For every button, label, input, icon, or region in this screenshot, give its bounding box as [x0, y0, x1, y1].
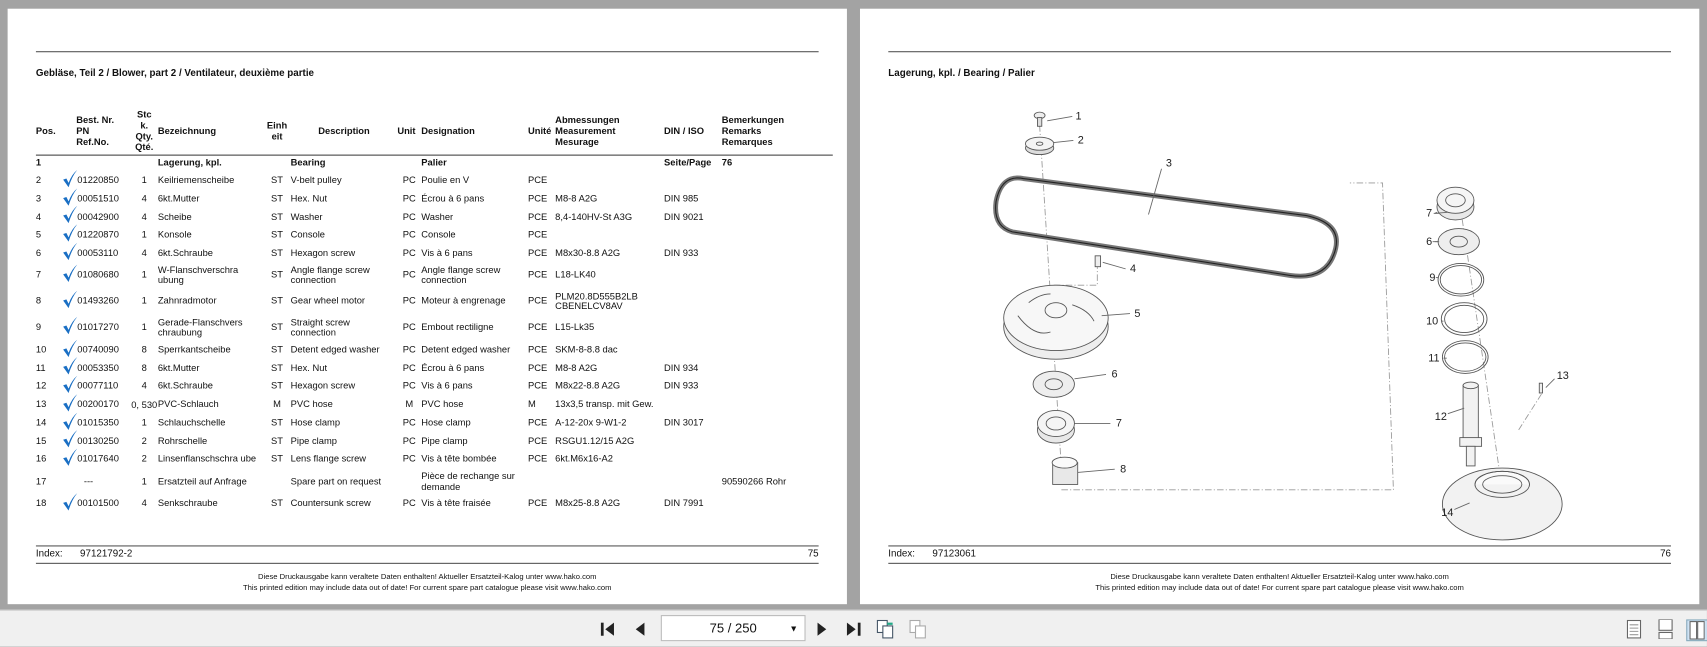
- cell-qty: 8: [141, 343, 147, 355]
- cell-measure: L18-LK40: [555, 269, 596, 281]
- cell-remarks: 90590266 Rohr: [721, 475, 787, 487]
- cell-pn: 01017270: [62, 321, 131, 334]
- bearing-part-7: [1037, 410, 1074, 443]
- index-line: Index: 97121792-2 75: [35, 547, 819, 559]
- table-row: [36, 432, 833, 450]
- cell-designation: Moteur à engrenage: [421, 295, 506, 307]
- bushing-part-8: [1052, 457, 1078, 484]
- left-page: [8, 9, 847, 604]
- cell-pn: ---: [83, 475, 94, 487]
- table-row: [36, 359, 833, 377]
- cell-din: DIN 3017: [664, 416, 704, 428]
- table-row: [36, 469, 833, 495]
- header-unite: Unité: [527, 125, 552, 137]
- pin-part-4: [1095, 256, 1100, 267]
- checkmark-icon: [62, 431, 77, 448]
- vbelt-part-3: [996, 178, 1337, 276]
- next-page-button[interactable]: [812, 619, 832, 639]
- header-pn: Best. Nr. PN Ref.No.: [76, 114, 115, 147]
- page-title: Lagerung, kpl. / Bearing / Palier: [888, 67, 1035, 79]
- cell-unite: PCE: [527, 228, 548, 240]
- cell-din: DIN 933: [664, 247, 699, 259]
- cell-einh: ST: [271, 435, 284, 446]
- cell-din: DIN 9021: [664, 210, 704, 222]
- cell-pos: 18: [35, 497, 47, 509]
- cell-unit: PC: [402, 192, 416, 204]
- cell-qty: 0, 530: [131, 399, 158, 411]
- cell-designation: Hose clamp: [421, 416, 471, 428]
- cell-qty: 2: [141, 435, 147, 446]
- checkmark-icon: [62, 394, 77, 411]
- callout-label: 3: [1165, 157, 1172, 170]
- cell-bez: Linsenflanschschra ube: [157, 453, 257, 465]
- cell-pn: 00101500: [62, 498, 131, 511]
- next-view-button[interactable]: [909, 619, 929, 639]
- checkmark-icon: [62, 243, 77, 260]
- cell-unit: PC: [402, 380, 416, 392]
- callout-label: 8: [1120, 463, 1127, 476]
- cell-pos: 8: [35, 295, 42, 307]
- checkmark-icon: [62, 376, 77, 393]
- cell-designation: Console: [421, 228, 456, 240]
- cell-pos: 14: [35, 416, 47, 428]
- cell-pn: 00077110: [62, 380, 131, 393]
- cell-unit: PC: [402, 295, 416, 307]
- last-page-icon: [845, 621, 862, 638]
- callout-label: 4: [1129, 263, 1137, 276]
- callout-label: 6: [1111, 368, 1118, 381]
- cell-din: Seite/Page: [664, 157, 712, 169]
- cell-measure: PLM20.8D555B2LB CBENELCV8AV: [555, 290, 638, 312]
- cell-unite: PCE: [527, 192, 548, 204]
- table-header: [36, 109, 833, 156]
- cell-designation: Pièce de rechange sur demande: [421, 470, 515, 492]
- cell-pn: 00053350: [62, 362, 131, 375]
- cell-measure: 13x3,5 transp. mit Gew.: [555, 398, 654, 410]
- cell-unite: PCE: [527, 453, 548, 465]
- viewer-toolbar: [0, 610, 1707, 647]
- page-number-field[interactable]: 75 / 250 ▼: [661, 615, 806, 641]
- table-row: [36, 156, 833, 172]
- next-view-icon: [909, 619, 929, 639]
- cell-bez: W-Flanschverschra ubung: [157, 264, 239, 286]
- cell-qty: 1: [141, 295, 147, 307]
- next-page-icon: [813, 621, 830, 638]
- ring-part-9: [1438, 263, 1484, 296]
- cell-desc: Lens flange screw: [290, 453, 367, 465]
- checkmark-icon: [62, 170, 77, 187]
- cell-unit: PC: [402, 228, 416, 240]
- cell-unite: PCE: [527, 210, 548, 222]
- cell-desc: Countersunk screw: [290, 497, 371, 509]
- cell-qty: 4: [141, 210, 147, 222]
- first-page-button[interactable]: [599, 619, 619, 639]
- cell-measure: 6kt.M6x16-A2: [555, 453, 613, 465]
- cell-unit: PC: [402, 362, 416, 373]
- cell-bez: Scheibe: [157, 210, 192, 222]
- circlip-part-11: [1442, 341, 1488, 374]
- cell-designation: Palier: [421, 157, 447, 169]
- cell-pn: 00053110: [62, 247, 131, 260]
- table-row: [36, 244, 833, 262]
- cell-einh: ST: [271, 295, 284, 307]
- cell-qty: 4: [141, 380, 147, 392]
- cell-bez: 6kt.Schraube: [157, 247, 213, 259]
- cell-remarks: 76: [721, 157, 733, 169]
- cell-unit: M: [405, 398, 414, 410]
- cell-pos: 11: [35, 362, 46, 373]
- cell-desc: Hex. Nut: [290, 192, 328, 204]
- header-din: DIN / ISO: [664, 125, 705, 137]
- table-row: [36, 226, 833, 244]
- callout-label: 12: [1434, 411, 1447, 424]
- cell-pos: 10: [35, 343, 47, 355]
- cell-desc: Console: [290, 228, 325, 240]
- callout-label: 11: [1428, 352, 1440, 365]
- header-description: Description: [318, 125, 370, 137]
- cell-einh: ST: [271, 416, 284, 428]
- cell-pos: 6: [35, 247, 42, 259]
- cell-einh: ST: [271, 362, 284, 373]
- cell-qty: 1: [141, 174, 147, 186]
- header-remarks: Bemerkungen Remarks Remarques: [721, 114, 785, 147]
- cell-einh: ST: [271, 210, 284, 222]
- checkmark-icon: [62, 357, 77, 374]
- shaft-part-12: [1460, 382, 1482, 466]
- cell-measure: SKM-8-8.8 dac: [555, 343, 618, 355]
- checkmark-icon: [62, 493, 77, 510]
- cell-pn: 00130250: [62, 435, 131, 448]
- cell-einh: ST: [271, 269, 284, 281]
- cell-pn: 01017640: [62, 453, 131, 466]
- cell-unit: PC: [402, 343, 416, 355]
- cell-unite: PCE: [527, 247, 548, 259]
- cell-designation: Vis à 6 pans: [421, 247, 473, 259]
- cell-unit: PC: [402, 321, 416, 333]
- cell-qty: 1: [141, 416, 147, 428]
- cell-designation: Detent edged washer: [421, 343, 511, 355]
- single-page-view-button[interactable]: [1624, 619, 1644, 639]
- cell-designation: Écrou à 6 pans: [421, 192, 485, 204]
- cell-bez: Konsole: [157, 228, 192, 240]
- cell-unite: PCE: [527, 295, 548, 307]
- cell-desc: Hose clamp: [290, 416, 341, 428]
- cell-pn: 00042900: [62, 210, 131, 223]
- cell-qty: 1: [141, 228, 147, 240]
- cell-pos: 9: [35, 321, 42, 333]
- cell-unit: PC: [402, 210, 416, 222]
- cell-unite: PCE: [527, 174, 548, 186]
- table-row: [36, 208, 833, 226]
- cell-desc: Straight screw connection: [290, 316, 350, 338]
- cell-unit: PC: [402, 416, 416, 428]
- callout-label: 1: [1075, 110, 1082, 123]
- cell-qty: 2: [141, 453, 147, 465]
- cell-pn: 00740090: [62, 344, 131, 357]
- table-row: [36, 396, 833, 414]
- last-page-button[interactable]: [844, 619, 864, 639]
- seal-part-6-right: [1438, 229, 1479, 255]
- cell-desc: Hexagon screw: [290, 380, 356, 392]
- cell-unit: PC: [402, 453, 416, 465]
- index-line: Index: 97123061 76: [888, 547, 1672, 559]
- cell-unite: PCE: [527, 362, 548, 373]
- cell-bez: PVC-Schlauch: [157, 398, 219, 410]
- pulley-part-5: [1004, 285, 1109, 359]
- header-unit: Unit: [397, 125, 416, 137]
- cell-unite: PCE: [527, 416, 548, 428]
- cell-designation: Écrou à 6 pans: [421, 362, 485, 373]
- header-measurement: Abmessungen Measurement Mesurage: [555, 114, 620, 147]
- cell-unit: PC: [402, 247, 416, 259]
- checkmark-icon: [62, 265, 77, 282]
- checkmark-icon: [62, 291, 77, 308]
- table-row: [36, 289, 833, 315]
- cell-unite: PCE: [527, 321, 548, 333]
- callout-label: 7: [1426, 207, 1433, 220]
- cell-unite: M: [527, 398, 536, 410]
- callout-label: 9: [1429, 271, 1436, 284]
- cell-einh: ST: [271, 380, 284, 392]
- cell-bez: Gerade-Flanschvers chraubung: [157, 316, 243, 338]
- cell-pos: 12: [35, 380, 47, 392]
- cell-designation: Vis à tête fraisée: [421, 497, 491, 509]
- cell-einh: ST: [271, 343, 284, 355]
- cell-unit: PC: [402, 269, 416, 281]
- cell-qty: 4: [141, 247, 147, 259]
- cell-einh: ST: [271, 453, 284, 465]
- cell-designation: Poulie en V: [421, 174, 470, 186]
- cell-designation: Vis à 6 pans: [421, 380, 473, 392]
- two-page-view-button[interactable]: [1686, 619, 1707, 641]
- cell-bez: 6kt.Mutter: [157, 192, 200, 204]
- checkmark-icon: [62, 206, 77, 223]
- cell-pos: 7: [35, 269, 42, 281]
- cell-unit: PC: [402, 497, 416, 509]
- cell-din: DIN 985: [664, 192, 699, 204]
- cell-qty: 4: [141, 497, 147, 509]
- cell-din: DIN 933: [664, 380, 699, 392]
- checkmark-icon: [62, 449, 77, 466]
- callout-label: 10: [1426, 315, 1439, 328]
- bearing-part-7-right: [1437, 187, 1474, 220]
- table-row: [36, 190, 833, 208]
- cell-unit: PC: [402, 435, 416, 446]
- chevron-down-icon: ▼: [789, 623, 798, 634]
- cell-pos: 2: [35, 174, 42, 186]
- cell-einh: ST: [271, 321, 284, 333]
- cell-measure: 8,4-140HV-St A3G: [555, 210, 633, 222]
- cell-pos: 4: [35, 210, 42, 222]
- cell-desc: Bearing: [290, 157, 326, 169]
- cell-pn: 01080680: [62, 269, 131, 282]
- cell-designation: Washer: [421, 210, 454, 222]
- cell-designation: Embout rectiligne: [421, 321, 494, 333]
- cell-pos: 16: [35, 453, 47, 465]
- flange-part-14: [1442, 468, 1562, 540]
- cell-designation: Angle flange screw connection: [421, 264, 501, 286]
- index-number: 97123061: [932, 547, 977, 559]
- table-row: [36, 315, 833, 341]
- page-number: 76: [1660, 547, 1672, 559]
- cell-desc: Pipe clamp: [290, 435, 337, 446]
- cell-measure: M8x25-8.8 A2G: [555, 497, 621, 509]
- callout-label: 5: [1134, 307, 1141, 320]
- cell-desc: Gear wheel motor: [290, 295, 366, 307]
- header-designation: Designation: [421, 125, 475, 137]
- cell-pn: 01493260: [62, 295, 131, 308]
- two-page-icon: [1690, 621, 1705, 641]
- cell-bez: Schlauchschelle: [157, 416, 226, 428]
- pin-part-13: [1539, 383, 1542, 393]
- cell-din: DIN 7991: [664, 497, 704, 509]
- cell-unite: PCE: [527, 269, 548, 281]
- cell-pn: 00051510: [62, 192, 131, 205]
- cell-desc: Spare part on request: [290, 475, 382, 487]
- header-qty: Stc k. Qty. Qté.: [135, 108, 154, 153]
- previous-page-button[interactable]: [630, 619, 650, 639]
- header-bezeichnung: Bezeichnung: [157, 125, 217, 137]
- top-rule: [36, 51, 819, 52]
- cell-pos: 13: [35, 398, 47, 410]
- callout-label: 14: [1441, 506, 1454, 519]
- cell-einh: ST: [271, 247, 284, 259]
- cell-qty: 4: [141, 192, 147, 204]
- cell-desc: Washer: [290, 210, 323, 222]
- cell-designation: Vis à tête bombée: [421, 453, 497, 465]
- cell-einh: ST: [271, 174, 284, 186]
- cell-pos: 3: [35, 192, 42, 204]
- checkmark-icon: [62, 224, 77, 241]
- exploded-parts-diagram: [860, 9, 1699, 604]
- callout-label: 2: [1077, 134, 1084, 147]
- cell-einh: M: [273, 398, 281, 410]
- cell-unite: PCE: [527, 435, 548, 446]
- cell-bez: Senkschraube: [157, 497, 218, 509]
- cell-pn: 00200170: [62, 398, 131, 411]
- cell-measure: RSGU1.12/15 A2G: [555, 435, 635, 446]
- cell-bez: Sperrkantscheibe: [157, 343, 231, 355]
- cell-pos: 17: [35, 475, 47, 487]
- table-row: [36, 495, 833, 513]
- cell-desc: Hex. Nut: [290, 362, 328, 373]
- seal-part-6: [1033, 371, 1074, 397]
- cell-desc: PVC hose: [290, 398, 333, 410]
- header-pos: Pos.: [35, 125, 56, 137]
- table-row: [36, 377, 833, 395]
- right-page: [860, 9, 1699, 604]
- table-row: [36, 263, 833, 289]
- footer-disclaimer: Diese Druckausgabe kann veraltete Daten enthalten! Aktueller Ersatzteil-Kalog unter www.hako.com This printed edition may include data out of date! For current spare part catalogue please visit www.hako.com: [243, 573, 612, 593]
- index-number: 97121792-2: [80, 547, 133, 559]
- table-row: [36, 451, 833, 469]
- cell-din: DIN 934: [664, 362, 699, 373]
- page-title: Gebläse, Teil 2 / Blower, part 2 / Ventilateur, deuxième partie: [35, 67, 314, 79]
- cell-measure: M8x30-8.8 A2G: [555, 247, 621, 259]
- parts-table: [36, 109, 833, 513]
- cell-pos: 1: [35, 157, 42, 169]
- cell-measure: M8x22-8.8 A2G: [555, 380, 621, 392]
- cell-pn: 01015350: [62, 417, 131, 430]
- continuous-view-button[interactable]: [1656, 619, 1676, 639]
- cell-bez: 6kt.Mutter: [157, 362, 200, 373]
- table-row: [36, 341, 833, 359]
- checkmark-icon: [62, 317, 77, 334]
- previous-view-button[interactable]: [876, 619, 896, 639]
- cell-bez: Ersatzteil auf Anfrage: [157, 475, 247, 487]
- checkmark-icon: [62, 412, 77, 429]
- table-row: [36, 171, 833, 189]
- table-row: [36, 414, 833, 432]
- page-number: 75: [807, 547, 819, 559]
- cell-designation: Pipe clamp: [421, 435, 468, 446]
- cell-bez: Keilriemenscheibe: [157, 174, 235, 186]
- cell-qty: 1: [141, 475, 147, 487]
- ring-part-10: [1441, 303, 1487, 336]
- previous-view-icon: [876, 619, 896, 639]
- cell-qty: 1: [141, 321, 147, 333]
- cell-einh: ST: [271, 192, 284, 204]
- cell-pn: 01220850: [62, 174, 131, 187]
- cell-measure: M8-8 A2G: [555, 362, 598, 373]
- cell-qty: 8: [141, 362, 147, 373]
- callout-label: 13: [1556, 369, 1569, 382]
- cell-pos: 5: [35, 228, 42, 240]
- cell-pos: 15: [35, 435, 47, 446]
- single-page-icon: [1626, 619, 1641, 639]
- cell-unite: PCE: [527, 380, 548, 392]
- cell-desc: Angle flange screw connection: [290, 264, 370, 286]
- cell-qty: 1: [141, 269, 147, 281]
- cell-measure: M8-8 A2G: [555, 192, 598, 204]
- cell-unite: PCE: [527, 343, 548, 355]
- cell-bez: Lagerung, kpl.: [157, 157, 222, 169]
- cell-measure: L15-Lk35: [555, 321, 595, 333]
- cell-desc: Detent edged washer: [290, 343, 380, 355]
- callout-label: 6: [1426, 235, 1433, 248]
- cell-einh: ST: [271, 228, 284, 240]
- cell-desc: Hexagon screw: [290, 247, 356, 259]
- cell-bez: Rohrschelle: [157, 435, 208, 446]
- first-page-icon: [600, 621, 617, 638]
- cell-measure: A-12-20x 9-W1-2: [555, 416, 627, 428]
- cell-bez: 6kt.Schraube: [157, 380, 213, 392]
- washer-part-2: [1025, 137, 1053, 154]
- footer-disclaimer: Diese Druckausgabe kann veraltete Daten enthalten! Aktueller Ersatzteil-Kalog unter www.hako.com This printed edition may include data out of date! For current spare part catalogue please visit www.hako.com: [1095, 573, 1464, 593]
- cell-bez: Zahnradmotor: [157, 295, 217, 307]
- cell-unite: PCE: [527, 497, 548, 509]
- header-einheit: Einh eit: [266, 119, 288, 142]
- checkmark-icon: [62, 339, 77, 356]
- cell-desc: V-belt pulley: [290, 174, 342, 186]
- checkmark-icon: [62, 188, 77, 205]
- cell-pn: 01220870: [62, 229, 131, 242]
- cell-einh: ST: [271, 497, 284, 509]
- continuous-page-icon: [1658, 619, 1673, 639]
- previous-page-icon: [631, 621, 648, 638]
- screw-part-1: [1034, 112, 1045, 126]
- callout-label: 7: [1115, 417, 1122, 430]
- cell-designation: PVC hose: [421, 398, 464, 410]
- cell-unit: PC: [402, 174, 416, 186]
